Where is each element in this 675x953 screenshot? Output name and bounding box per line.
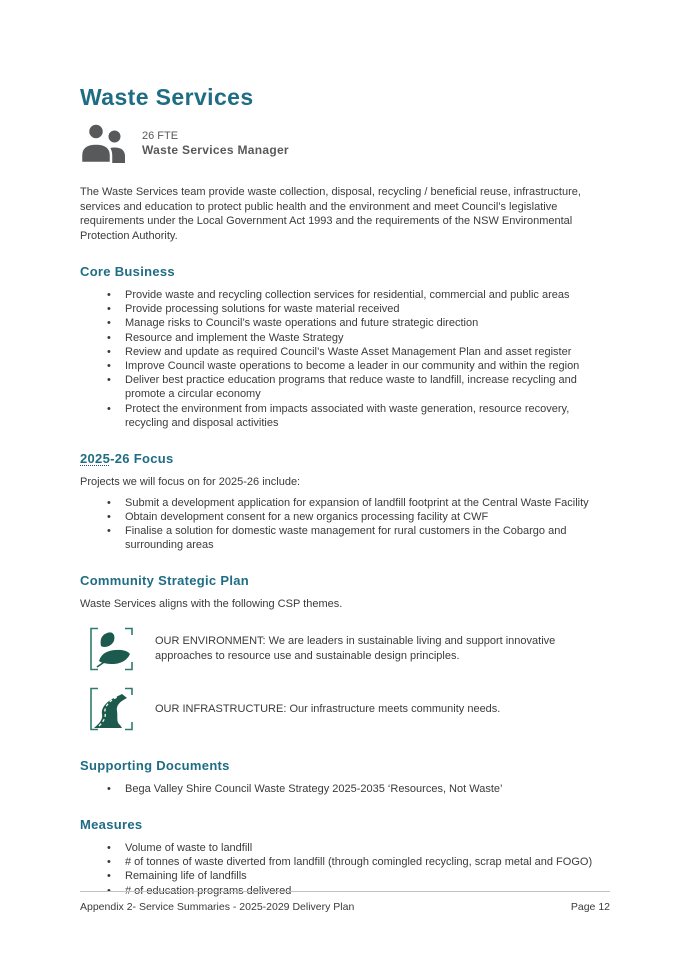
environment-leaf-icon <box>88 626 135 672</box>
section-heading-focus <box>80 451 610 466</box>
focus-lead: Projects we will focus on for 2025-26 include: <box>80 476 301 489</box>
focus-list <box>80 496 610 553</box>
list-item: • # of education programs delivered <box>105 884 610 898</box>
manager-title: Waste Services Manager <box>142 142 289 157</box>
core-business-list <box>80 288 610 430</box>
list-item: • Submit a development application for expansion of landfill footprint at the Central Waste Facility <box>105 496 610 510</box>
section-heading-core-business: Core Business <box>80 264 175 279</box>
list-item: • Deliver best practice education programs that reduce waste to landfill, increase recycling and promote a circular economy <box>105 373 610 401</box>
focus-heading-rest: -26 Focus <box>110 451 174 467</box>
list-item: • Bega Valley Shire Council Waste Strategy 2025-2035 ‘Resources, Not Waste’ <box>105 782 610 796</box>
csp-theme-text: OUR ENVIRONMENT: We are leaders in sustainable living and support innovative approaches to resource use and sustainable design principles. <box>155 635 556 662</box>
page-title: Waste Services <box>80 84 254 110</box>
list-item: • Finalise a solution for domestic waste management for rural customers in the Cobargo and surrounding areas <box>105 524 610 552</box>
csp-lead: Waste Services aligns with the following CSP themes. <box>80 598 343 611</box>
csp-theme-environment <box>88 626 610 672</box>
csp-theme-text: OUR INFRASTRUCTURE: Our infrastructure meets community needs. <box>155 702 501 715</box>
section-heading-supporting-documents: Supporting Documents <box>80 757 230 773</box>
staffing-block <box>80 123 610 163</box>
list-item: • Resource and implement the Waste Strategy <box>105 331 610 345</box>
list-item: • Manage risks to Council’s waste operations and future strategic direction <box>105 316 610 330</box>
section-heading-measures: Measures <box>80 817 143 833</box>
fte-count: 26 FTE <box>142 129 179 142</box>
infrastructure-road-icon <box>88 686 135 732</box>
focus-year: 2025 <box>80 451 111 467</box>
people-icon <box>80 123 128 163</box>
list-item: • Provide waste and recycling collection services for residential, commercial and public areas <box>105 288 610 302</box>
list-item: • Improve Council waste operations to become a leader in our community and within the region <box>105 359 610 373</box>
list-item: • Protect the environment from impacts associated with waste generation, resource recovery, recycling and disposal activities <box>105 402 610 430</box>
footer-document-title: Appendix 2- Service Summaries - 2025-2029 Delivery Plan <box>80 901 355 913</box>
section-heading-csp: Community Strategic Plan <box>80 573 250 589</box>
csp-theme-infrastructure <box>88 686 610 732</box>
footer-page-number: Page 12 <box>570 901 610 913</box>
page-footer <box>80 891 610 913</box>
list-item: • Review and update as required Council’s Waste Asset Management Plan and asset register <box>105 345 610 359</box>
list-item: • Obtain development consent for a new organics processing facility at CWF <box>105 510 610 524</box>
list-item: • Volume of waste to landfill <box>105 841 610 855</box>
supporting-documents-list <box>80 782 610 796</box>
list-item: • Provide processing solutions for waste material received <box>105 302 610 316</box>
intro-paragraph: The Waste Services team provide waste collection, disposal, recycling / beneficial reuse, infrastructure, services and education to protect public health and the environment and meet Council’s legislative requirements under the Local Government Act 1993 and the requirements of the NSW Environmental Protection Authority. <box>80 186 581 242</box>
list-item: • # of tonnes of waste diverted from landfill (through comingled recycling, scrap metal and FOGO) <box>105 855 610 869</box>
measures-list <box>80 841 610 898</box>
staff-text <box>142 130 289 157</box>
list-item: • Remaining life of landfills <box>105 869 610 883</box>
